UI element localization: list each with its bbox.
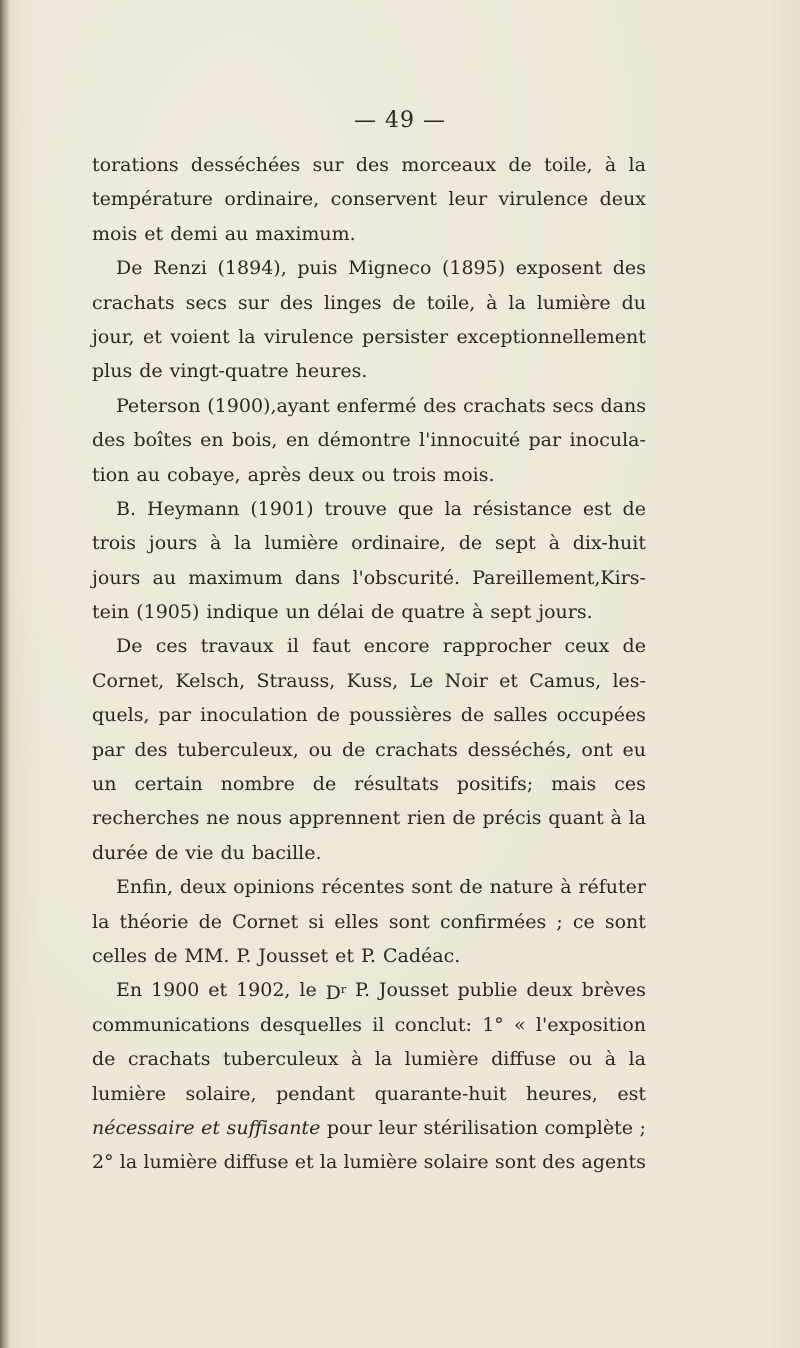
word: la [628,1048,646,1071]
word: sept [490,601,532,624]
word: secs [185,291,227,314]
word: des [542,1151,576,1174]
word: P. [360,944,376,967]
word: ce [572,910,595,933]
word: par [92,738,125,761]
word: leur [378,1116,417,1139]
word: P. [236,944,252,967]
word: publie [457,979,518,1002]
word: opinions [233,876,315,899]
word: réfuter [578,876,646,899]
word: quarante-huit [374,1082,507,1105]
word: Kuss, [346,669,399,692]
word: tion [92,463,130,486]
word: ordinaire, [224,188,320,211]
word: desquelles [260,1013,362,1036]
word: ou [568,1048,593,1071]
word: de [92,1048,116,1071]
word: et [208,979,228,1002]
word: durée [92,841,148,864]
word: de [392,291,416,314]
word: 2° [92,1151,114,1174]
word: des [423,394,457,417]
word: résistance [472,497,572,520]
word: un [285,601,311,624]
word: de [154,841,179,864]
word: Heymann [147,497,240,520]
word: la [508,291,526,314]
text-line [92,939,646,973]
word: la [234,532,252,555]
word: jours [92,566,141,589]
word: Pareillement,Kirs- [472,566,646,589]
word: la [628,807,646,830]
word: dans [600,394,646,417]
text-line [92,286,646,320]
word: de [370,601,395,624]
word: la [628,154,646,176]
text-line [92,973,646,1007]
word: diffuse [223,1151,289,1174]
word: de [312,773,337,796]
word: inoculation [200,704,308,727]
word: il [286,635,299,658]
word: maximum. [255,222,356,245]
word: faut [312,635,351,658]
word: (1900),ayant [207,394,330,417]
text-line [92,423,646,457]
text-line [92,801,646,835]
word: délai [317,601,364,624]
word: confirmées [439,910,547,933]
word: la [444,497,462,520]
word: plus [92,360,133,383]
word: lumière [404,1048,479,1071]
text-line [92,148,646,182]
word: ou [308,738,333,761]
word: crachats [127,1048,211,1071]
text-line [92,1008,646,1042]
word: quatre [401,601,466,624]
word: jour, [92,325,135,348]
word: pour [326,1116,372,1139]
word: de [458,532,483,555]
word: maximum [188,566,283,589]
word: à [604,154,617,176]
word: des [92,429,126,452]
word: ; [556,910,563,933]
word: à [486,291,498,314]
word: si [308,910,325,933]
word: Enfin, [116,876,174,899]
word: toile, [426,291,476,314]
word: inocula- [569,429,646,452]
word: est [582,497,612,520]
word: lumière [92,1082,166,1105]
word: tein [92,601,130,624]
word: MM. [184,944,230,967]
word: trois [92,532,136,555]
word: Noir [444,669,488,692]
word: et [143,325,162,348]
text-line [92,733,646,767]
word: deux [308,463,355,486]
word: stérilisation [423,1116,538,1139]
word: encore [363,635,430,658]
word: nature [489,876,554,899]
word: (1901) [250,497,314,520]
word: deux [526,979,573,1002]
word: exceptionnellement [456,325,646,348]
word: ; [639,1116,646,1139]
word: ont [581,738,613,761]
text-line [92,561,646,595]
word: il [372,1013,385,1036]
word: nécessaire [92,1116,195,1139]
word: du [220,841,245,864]
word: Camus, [529,669,602,692]
word: suffisante [226,1116,321,1139]
word: sont [388,910,430,933]
word: Jousset [378,979,449,1002]
text-line [92,664,646,698]
word: torations [92,154,179,176]
word: ne [206,807,230,830]
word: de [198,910,222,933]
word: des [612,257,646,280]
word: desséchées [190,154,301,176]
word: au [224,222,249,245]
word: après [247,463,302,486]
text-line [92,1145,646,1179]
word: l'exposition [535,1013,646,1036]
word: poussières [349,704,452,727]
word: (1894), [217,257,287,280]
word: dans [294,566,341,589]
text-line [92,389,646,423]
word: des [355,154,390,176]
text-line [92,698,646,732]
word: occupées [556,704,646,727]
word: mais [551,773,597,796]
word: voient [170,325,230,348]
word: mois [92,222,138,245]
word: deux [179,876,227,899]
word: en [285,429,310,452]
text-line [92,182,646,216]
word: lumière [264,532,339,555]
word: complète [544,1116,633,1139]
body-text [92,148,646,1180]
word: crachats [463,394,546,417]
word: Migneco [348,257,432,280]
word: demi [170,222,218,245]
word: persister [362,325,449,348]
text-line [92,217,646,251]
text-line [92,1111,646,1145]
word: que [397,497,434,520]
word: conclut: [394,1013,472,1036]
word: 1° [482,1013,504,1036]
word: recherches [92,807,200,830]
word: à [472,601,484,624]
text-line [92,629,646,663]
word: lumière [143,1151,218,1174]
word: ordinaire, [351,532,446,555]
word: ou [361,463,386,486]
word: (1905) [136,601,200,624]
word: précis [482,807,542,830]
word: et [201,1116,221,1139]
word: salles [493,704,548,727]
word: pendant [276,1082,356,1105]
word: Peterson [116,394,201,417]
word: conservent [330,188,437,211]
word: rien [407,807,446,830]
word: sont [494,1151,536,1174]
text-line [92,526,646,560]
word: Cadéac. [382,944,461,967]
word: démontre [317,429,411,452]
word: tuberculeux, [177,738,299,761]
word: du [621,291,646,314]
word: Cornet, [92,669,165,692]
word: boîtes [133,429,192,452]
word: sur [312,154,344,176]
word: heures. [295,360,368,383]
word: et [335,944,354,967]
text-line [92,836,646,870]
word: crachats [375,738,458,761]
page-number: — 49 — [354,108,446,133]
word: jours. [538,601,593,624]
word: exposent [515,257,603,280]
word: crachats [92,291,175,314]
word: eu [622,738,646,761]
word: le [299,979,317,1002]
text-line [92,492,646,526]
word: quant [548,807,604,830]
word: travaux [200,635,274,658]
word: mois. [443,463,495,486]
word: certain [134,773,203,796]
word: à [560,876,572,899]
word: De [116,257,143,280]
word: à [604,1048,617,1071]
word: est [617,1082,646,1105]
word: à [610,807,622,830]
word: de [452,807,476,830]
word: agents [581,1151,646,1174]
word: sont [411,876,453,899]
word: nous [236,807,282,830]
word: la [374,1048,393,1071]
word: elles [334,910,379,933]
word: de [460,704,485,727]
word: quels, [92,704,150,727]
word: ces [155,635,188,658]
word: secs [552,394,594,417]
word: 1900 [151,979,200,1002]
word: ces [614,773,646,796]
word: au [152,566,177,589]
word: résultats [354,773,439,796]
word: et [294,1151,314,1174]
word: (1895) [441,257,506,280]
word: de [459,876,483,899]
word: à [548,532,560,555]
word: de [154,944,178,967]
word: de [316,704,341,727]
word: celles [92,944,148,967]
word: la [119,1151,138,1174]
word: à [351,1048,363,1071]
word: un [92,773,117,796]
word: la [238,325,256,348]
word: sept [495,532,536,555]
word: de [342,738,366,761]
text-line [92,354,646,388]
word: virulence [498,188,589,211]
word: 1902, [236,979,291,1002]
word: « [514,1013,526,1036]
word: des [279,291,314,314]
word: de [508,154,532,176]
page-binding-edge [0,0,10,1348]
text-line [92,320,646,354]
word: l'innocuité [419,429,521,452]
word: trois [392,463,437,486]
word: deux [599,188,646,211]
word: bois, [232,429,278,452]
word: rapprocher [442,635,552,658]
word: De [116,635,143,658]
word: dix-huit [572,532,646,555]
word: indique [206,601,279,624]
word: toile, [544,154,593,176]
word: l'obscurité. [352,566,461,589]
word: brèves [581,979,646,1002]
word: enfermé [336,394,417,417]
word: bacille. [251,841,322,864]
text-line [92,251,646,285]
word: lumière [343,1151,418,1174]
word: Renzi [153,257,207,280]
word: des [134,738,168,761]
word: Cornet [232,910,299,933]
word: au [136,463,160,486]
word: à [210,532,222,555]
word: et [499,669,518,692]
word: En [116,979,143,1002]
word: vie [185,841,214,864]
word: ceux [564,635,610,658]
word: théorie [119,910,189,933]
word: lumière [536,291,611,314]
word: par [158,704,192,727]
word: puis [297,257,338,280]
word: Jousset [258,944,329,967]
word: positifs; [456,773,534,796]
text-line [92,1042,646,1076]
word: B. [116,497,137,520]
word: les- [612,669,646,692]
word: de [139,360,163,383]
word: linges [323,291,382,314]
word: $D^r$ [325,982,347,1005]
text-line [92,870,646,904]
word: diffuse [491,1048,557,1071]
word: de [622,497,646,520]
word: P. [355,979,371,1002]
word: apprennent [288,807,401,830]
text-line [92,1077,646,1111]
word: Kelsch, [175,669,246,692]
word: virulence [264,325,354,348]
word: morceaux [401,154,497,176]
word: solaire, [185,1082,257,1105]
word: par [528,429,562,452]
word: desséchés, [467,738,572,761]
text-line [92,767,646,801]
word: Strauss, [256,669,336,692]
word: la [92,910,110,933]
text-line [92,595,646,629]
word: de [622,635,646,658]
word: solaire [423,1151,489,1174]
word: nombre [220,773,295,796]
word: heures, [525,1082,598,1105]
text-line [92,905,646,939]
word: sur [237,291,269,314]
text-line [92,458,646,492]
word: jours [148,532,198,555]
word: vingt-quatre [169,360,289,383]
word: en [200,429,224,452]
word: la [319,1151,338,1174]
word: récentes [321,876,405,899]
word: tuberculeux [223,1048,339,1071]
word: et [144,222,164,245]
word: communications [92,1013,250,1036]
word: Le [409,669,434,692]
word: température [92,188,213,211]
word: trouve [324,497,387,520]
word: leur [448,188,488,211]
word: cobaye, [166,463,241,486]
word: sont [604,910,646,933]
